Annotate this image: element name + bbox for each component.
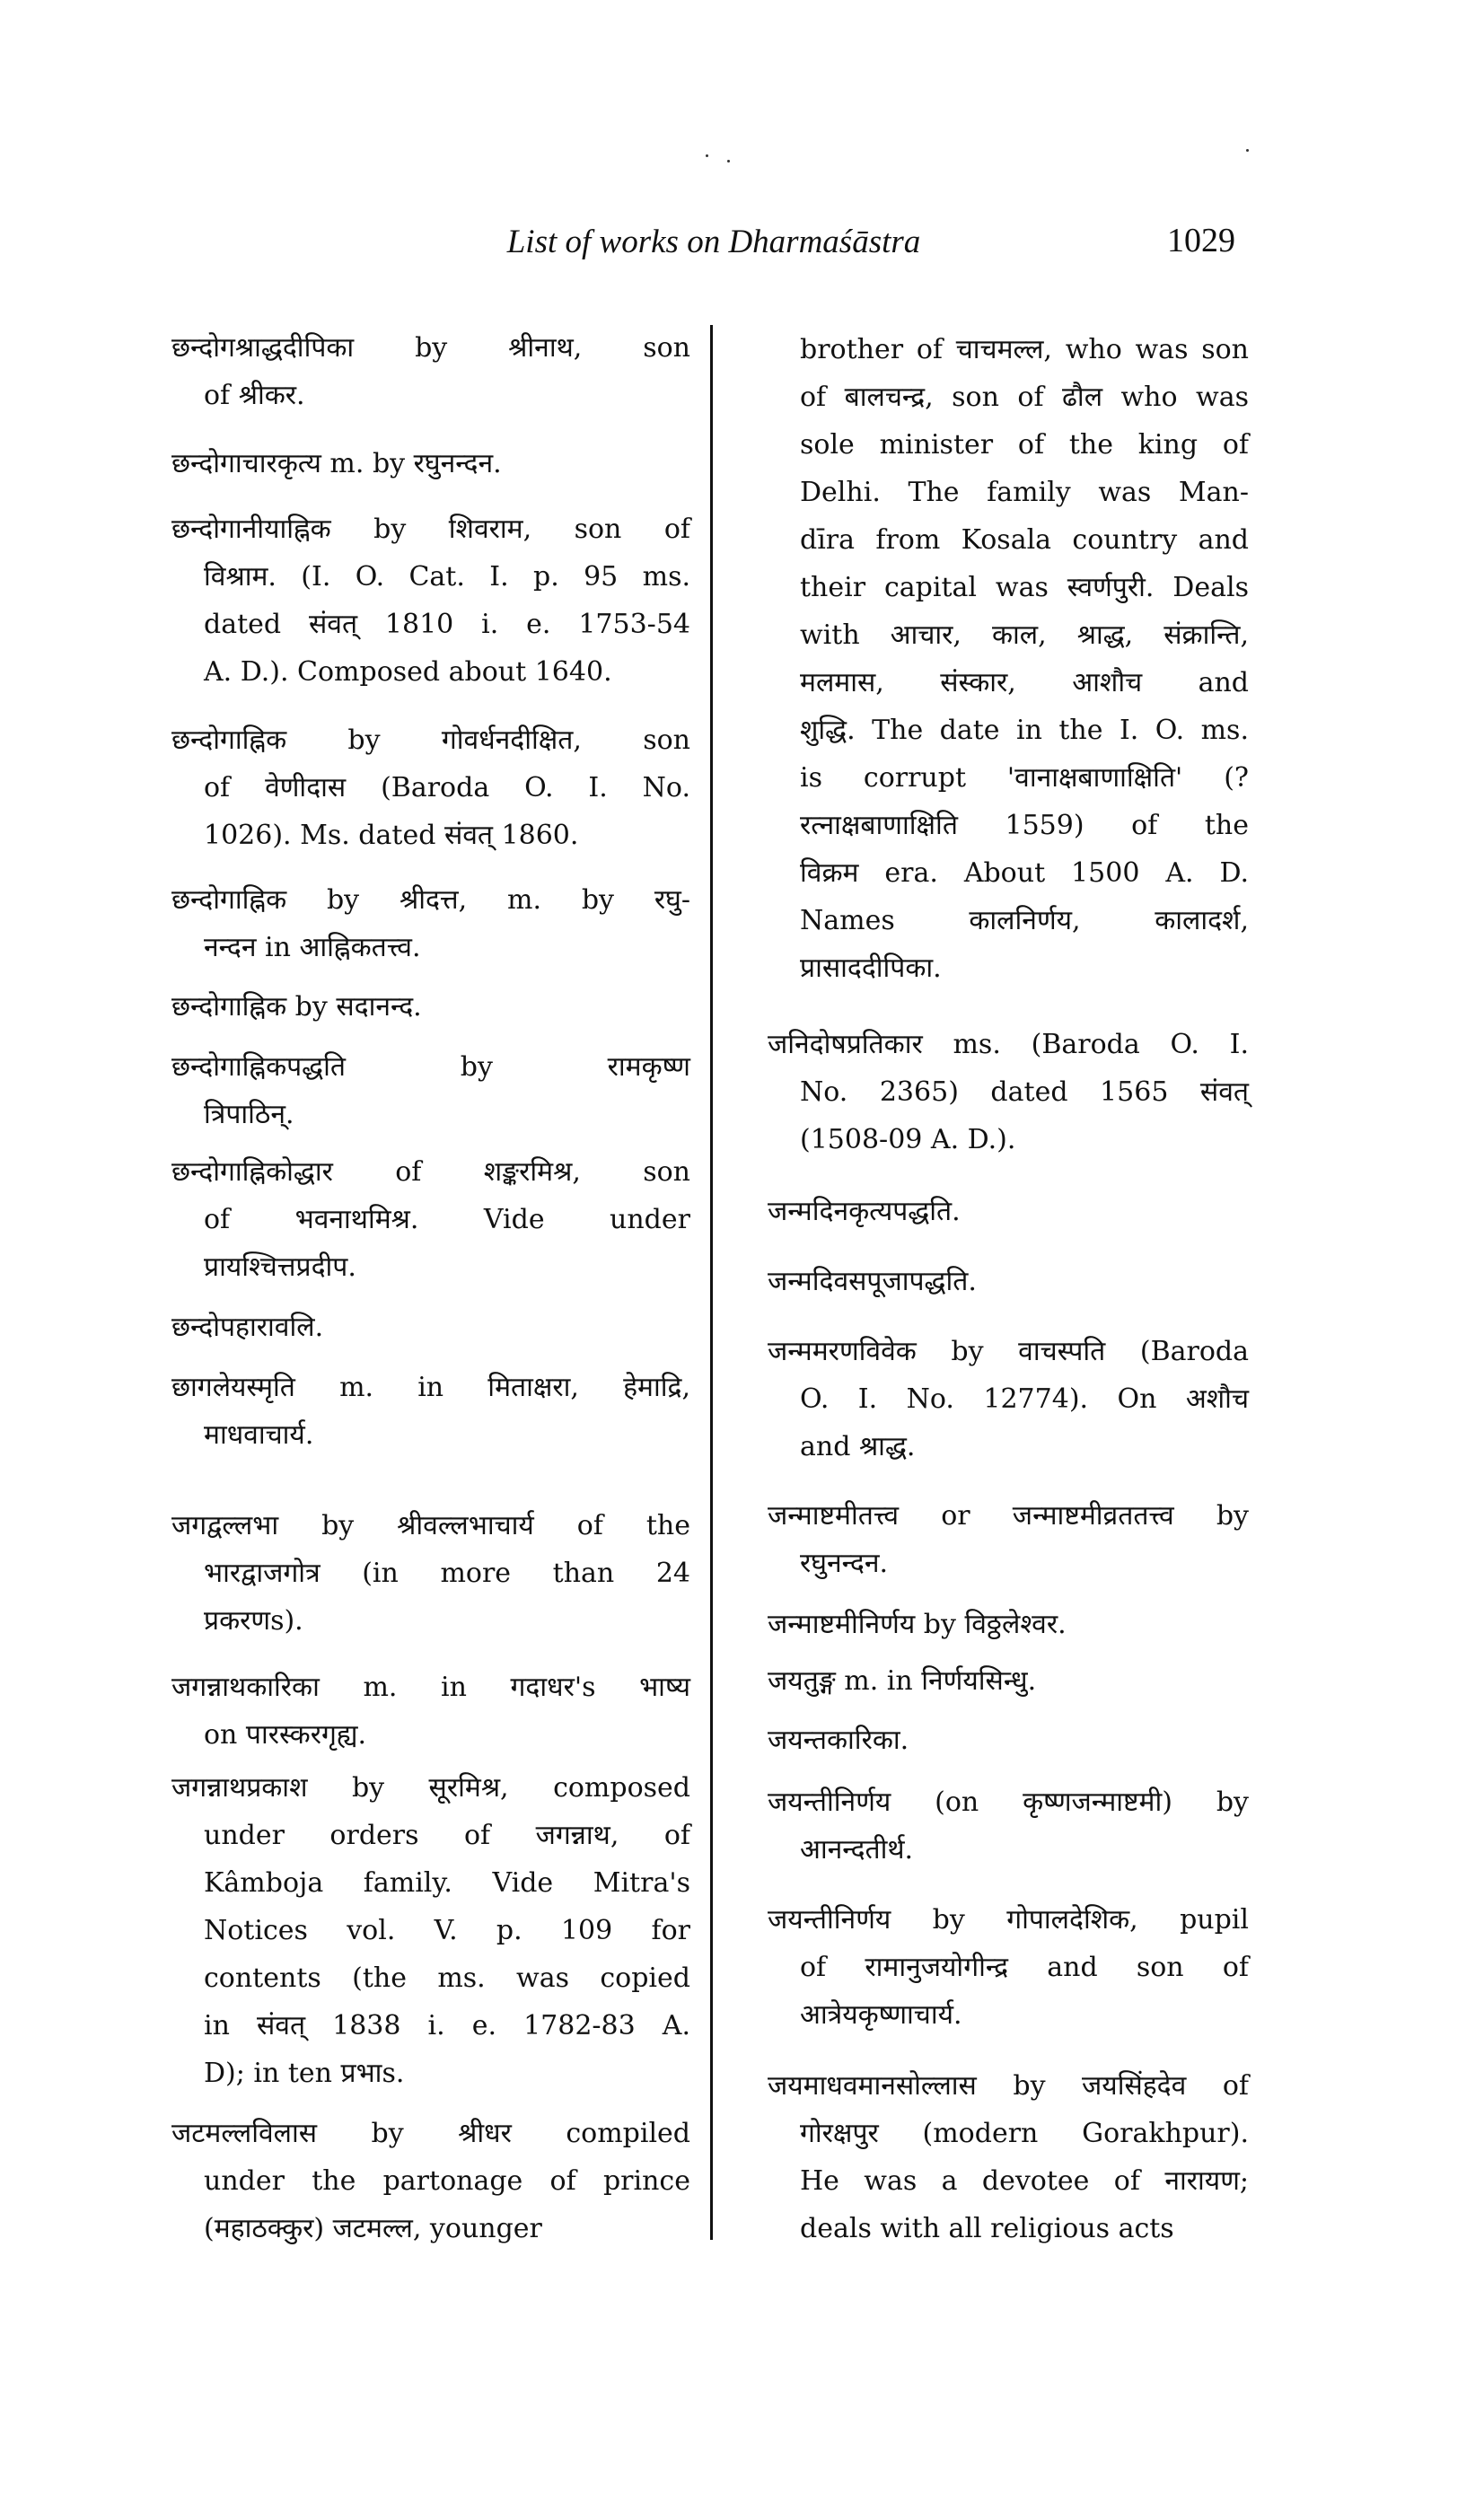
- entry-line: Names कालनिर्णय, कालादर्श,: [800, 905, 1249, 936]
- entry-title-line: जनिदोषप्रतिकार ms. (Baroda O. I.: [768, 1029, 1249, 1060]
- entry-title-line: जयन्तीनिर्णय (on कृष्णजन्माष्टमी) by: [768, 1787, 1249, 1818]
- bibliography-entry: [171, 716, 690, 859]
- bibliography-entry: [171, 1364, 690, 1459]
- bibliography-entry: [171, 440, 690, 487]
- bibliography-entry: [768, 1188, 1249, 1235]
- bibliography-entry: [768, 1258, 1249, 1305]
- page-number: 1029: [1167, 222, 1235, 259]
- entry-title-line: जन्ममरणविवेक by वाचस्पति (Baroda: [768, 1336, 1249, 1367]
- bibliography-entry: [171, 876, 690, 971]
- entry-title-line: जगन्नाथप्रकाश by सूरमिश्र, composed: [171, 1772, 690, 1804]
- entry-line: D); in ten प्रभाs.: [204, 2058, 405, 2089]
- bibliography-entry: [171, 2110, 690, 2252]
- entry-title-line: जन्माष्टमीनिर्णय by विठ्ठलेश्वर.: [768, 1609, 1067, 1640]
- bibliography-entry: [171, 1502, 690, 1645]
- bibliography-entry: [768, 1601, 1249, 1648]
- entry-line: (महाठक्कुर) जटमल्ल, younger: [204, 2213, 542, 2244]
- bibliography-entry: [171, 1148, 690, 1291]
- bibliography-entry: [768, 1896, 1249, 2039]
- entry-line: नन्दन in आह्निकतत्त्व.: [204, 932, 421, 963]
- entry-line: आत्रेयकृष्णाचार्य.: [800, 1999, 962, 2031]
- entry-title-line: छन्दोगाह्निक by सदानन्द.: [171, 991, 422, 1023]
- entry-line: dated संवत् 1810 i. e. 1753-54: [204, 609, 690, 640]
- entry-line: प्रायश्चित्तप्रदीप.: [204, 1251, 356, 1283]
- entry-line: रघुनन्दन.: [800, 1548, 889, 1579]
- entry-line: and श्राद्ध.: [800, 1431, 916, 1462]
- entry-line: of बालचन्द्र, son of ढौल who was: [800, 382, 1249, 413]
- bibliography-entry: [768, 1778, 1249, 1874]
- bibliography-entry: [768, 1021, 1249, 1163]
- entry-title-line: जगन्नाथकारिका m. in गदाधर's भाष्य: [171, 1672, 690, 1703]
- entry-line: sole minister of the king of: [800, 429, 1249, 461]
- bibliography-entry: [768, 2062, 1249, 2252]
- entry-title-line: छन्दोगानीयाह्निक by शिवराम, son of: [171, 514, 690, 545]
- bibliography-entry: [171, 1304, 690, 1351]
- bibliography-entry: [171, 1764, 690, 2097]
- entry-line: विक्रम era. About 1500 A. D.: [800, 857, 1249, 889]
- bibliography-entry: [768, 1716, 1249, 1764]
- entry-title-line: छन्दोगाह्निक by श्रीदत्त, m. by रघु-: [171, 884, 690, 916]
- entry-line: A. D.). Composed about 1640.: [204, 656, 612, 688]
- entry-title-line: जगद्वल्लभा by श्रीवल्लभाचार्य of the: [171, 1510, 690, 1541]
- entry-title-line: छन्दोगाह्निकपद्धति by रामकृष्ण: [171, 1051, 690, 1083]
- entry-line: प्रासाददीपिका.: [800, 953, 942, 984]
- bibliography-entry: [171, 505, 690, 696]
- entry-line: Delhi. The family was Man-: [800, 477, 1249, 508]
- entry-line: आनन्दतीर्थ.: [800, 1834, 914, 1866]
- entry-line: मलमास, संस्कार, आशौच and: [800, 667, 1249, 698]
- entry-title-line: जयन्तीनिर्णय by गोपालदेशिक, pupil: [768, 1904, 1249, 1936]
- entry-line: dīra from Kosala country and: [800, 524, 1249, 556]
- entry-line: प्रकरणs).: [204, 1605, 303, 1637]
- entry-line: contents (the ms. was copied: [204, 1962, 690, 1994]
- entry-title-line: छन्दोगाह्निकोद्धार of शङ्करमिश्र, son: [171, 1156, 690, 1188]
- entry-line: (1508-09 A. D.).: [800, 1124, 1016, 1155]
- entry-title-line: जटमल्लविलास by श्रीधर compiled: [171, 2118, 690, 2149]
- bibliography-entry: [768, 1328, 1249, 1470]
- entry-title-line: छन्दोगाचारकृत्य m. by रघुनन्दन.: [171, 448, 502, 479]
- entry-line: माधवाचार्य.: [204, 1419, 314, 1451]
- entry-line: on पारस्करगृह्य.: [204, 1719, 367, 1751]
- bibliography-entry: [171, 1664, 690, 1759]
- bibliography-entry: [768, 1657, 1249, 1705]
- scan-speck: [727, 160, 730, 162]
- entry-line: रत्नाक्षबाणाक्षिति 1559) of the: [800, 810, 1249, 841]
- entry-line: of श्रीकर.: [204, 380, 305, 411]
- scan-speck: [706, 154, 708, 157]
- entry-line: Notices vol. V. p. 109 for: [204, 1915, 690, 1946]
- entry-title-line: जयतुङ्ग m. in निर्णयसिन्धु.: [768, 1665, 1037, 1697]
- entry-line: 1026). Ms. dated संवत् 1860.: [204, 820, 579, 851]
- entry-line: deals with all religious acts: [800, 2213, 1174, 2244]
- entry-line: in संवत् 1838 i. e. 1782-83 A.: [204, 2010, 690, 2041]
- running-header-title: List of works on Dharmaśāstra: [506, 224, 921, 260]
- entry-line: त्रिपाठिन्.: [204, 1099, 294, 1130]
- entry-line: भारद्वाजगोत्र (in more than 24: [204, 1558, 690, 1589]
- entry-line: of भवनाथमिश्र. Vide under: [204, 1204, 690, 1235]
- entry-line: He was a devotee of नारायण;: [800, 2165, 1249, 2197]
- entry-line: of वेणीदास (Baroda O. I. No.: [204, 772, 690, 803]
- entry-line: with आचार, काल, श्राद्ध, संक्रान्ति,: [800, 619, 1249, 651]
- entry-title-line: छागलेयस्मृति m. in मिताक्षरा, हेमाद्रि,: [171, 1372, 690, 1403]
- entry-title-line: छन्दोपहारावलि.: [171, 1312, 324, 1343]
- entry-line: their capital was स्वर्णपुरी. Deals: [800, 572, 1249, 603]
- entry-title-line: जयन्तकारिका.: [768, 1725, 909, 1756]
- entry-line: No. 2365) dated 1565 संवत्: [800, 1076, 1249, 1108]
- entry-title-line: brother of चाचमल्ल, who was son: [800, 334, 1249, 365]
- entry-line: under the partonage of prince: [204, 2165, 690, 2197]
- column-divider: [710, 325, 713, 2240]
- scan-speck: [1246, 149, 1249, 152]
- bibliography-entry: [171, 983, 690, 1031]
- entry-line: under orders of जगन्नाथ, of: [204, 1820, 690, 1851]
- entry-title-line: छन्दोगाह्निक by गोवर्धनदीक्षित, son: [171, 724, 690, 756]
- entry-line: गोरक्षपुर (modern Gorakhpur).: [800, 2118, 1249, 2149]
- entry-line: is corrupt 'वानाक्षबाणाक्षिति' (?: [800, 762, 1249, 794]
- bibliography-entry: [171, 324, 690, 419]
- entry-title-line: जयमाधवमानसोल्लास by जयसिंहदेव of: [768, 2070, 1249, 2102]
- bibliography-entry: [768, 1492, 1249, 1587]
- entry-line: Kâmboja family. Vide Mitra's: [204, 1867, 690, 1899]
- entry-continuation: [768, 326, 1249, 992]
- entry-line: विश्राम. (I. O. Cat. I. p. 95 ms.: [204, 561, 690, 593]
- entry-line: O. I. No. 12774). On अशौच: [800, 1383, 1249, 1415]
- entry-line: of रामानुजयोगीन्द्र and son of: [800, 1952, 1249, 1983]
- entry-title-line: छन्दोगश्राद्धदीपिका by श्रीनाथ, son: [171, 332, 690, 364]
- entry-title-line: जन्मदिवसपूजापद्धति.: [768, 1266, 977, 1297]
- entry-title-line: जन्मदिनकृत्यपद्धति.: [768, 1196, 961, 1227]
- entry-line: शुद्धि. The date in the I. O. ms.: [800, 715, 1249, 746]
- entry-title-line: जन्माष्टमीतत्त्व or जन्माष्टमीव्रततत्त्व by: [768, 1500, 1249, 1532]
- bibliography-entry: [171, 1043, 690, 1138]
